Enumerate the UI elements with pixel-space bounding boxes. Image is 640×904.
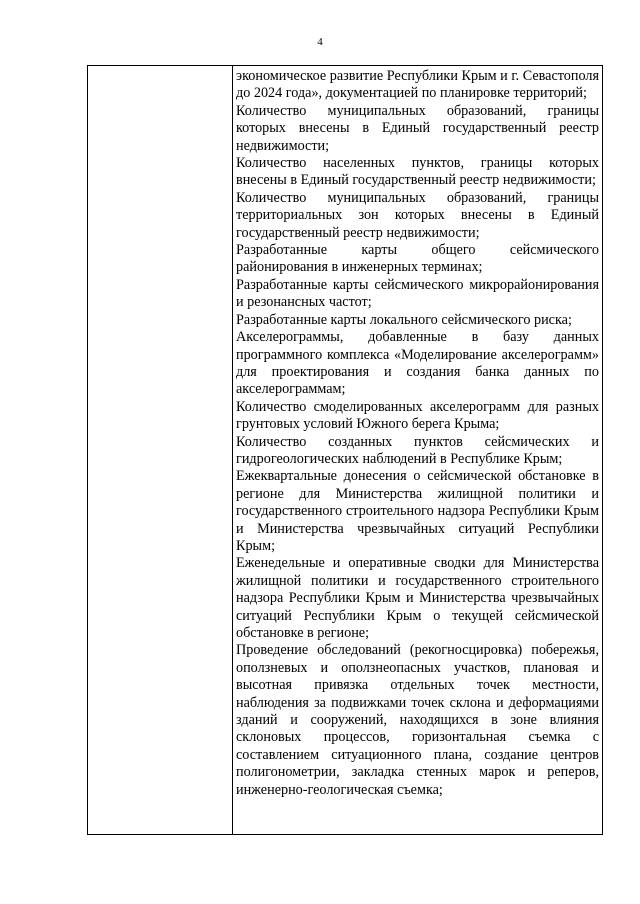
table-paragraph: Акселерограммы, добавленные в базу данных программного комплекса «Моделирование акселерограмм» для проектирования и создания банка данных по акселерограммам; (236, 329, 599, 398)
table-paragraph: Разработанные карты сейсмического микрорайонирования и резонансных частот; (236, 276, 599, 311)
table-paragraph: Количество созданных пунктов сейсмических и гидрогеологических наблюдений в Республике Крым; (236, 433, 599, 467)
table-paragraph: Ежеквартальные донесения о сейсмической обстановке в регионе для Министерства жилищной политики и государственного строительного надзора Республики Крым и Министерства чрезвычайных ситуаций Республики Крым; (236, 468, 599, 554)
table-cell-right (236, 68, 599, 799)
table-paragraph: Проведение обследований (рекогносцировка) побережья, оползневых и оползнеопасных участков, плановая и высотная привязка отдельных точек местности, наблюдения за подвижками точек склона и деформациями зданий и сооружений, находящихся в зоне влияния склоновых процессов, горизонтальная съемка с составлением ситуационного плана, создание центров полигонометрии, закладка стенных марок и реперов, инженерно-геологическая съемка; (236, 642, 599, 798)
table-column-divider (232, 66, 233, 834)
page-number: 4 (317, 36, 323, 48)
table-paragraph: Количество муниципальных образований, границы которых внесены в Единый государственный реестр недвижимости; (236, 102, 599, 154)
table-paragraph: Разработанные карты локального сейсмического риска; (236, 311, 572, 328)
table-paragraph: Количество муниципальных образований, границы территориальных зон которых внесены в Единый государственный реестр недвижимости; (236, 189, 599, 241)
table-paragraph: экономическое развитие Республики Крым и г. Севастополя до 2024 года», документацией по планировке территорий; (236, 68, 599, 102)
table-paragraph: Количество смоделированных акселерограмм для разных грунтовых условий Южного берега Крыма; (236, 398, 599, 433)
document-table (87, 65, 603, 835)
table-paragraph: Еженедельные и оперативные сводки для Министерства жилищной политики и государственного строительного надзора Республики Крым и Министерства чрезвычайных ситуаций Республики Крым о текущей сейсмической обстановке в регионе; (236, 555, 599, 641)
table-paragraph: Количество населенных пунктов, границы которых внесены в Единый государственный реестр недвижимости; (236, 155, 599, 189)
table-paragraph: Разработанные карты общего сейсмического районирования в инженерных терминах; (236, 242, 599, 276)
